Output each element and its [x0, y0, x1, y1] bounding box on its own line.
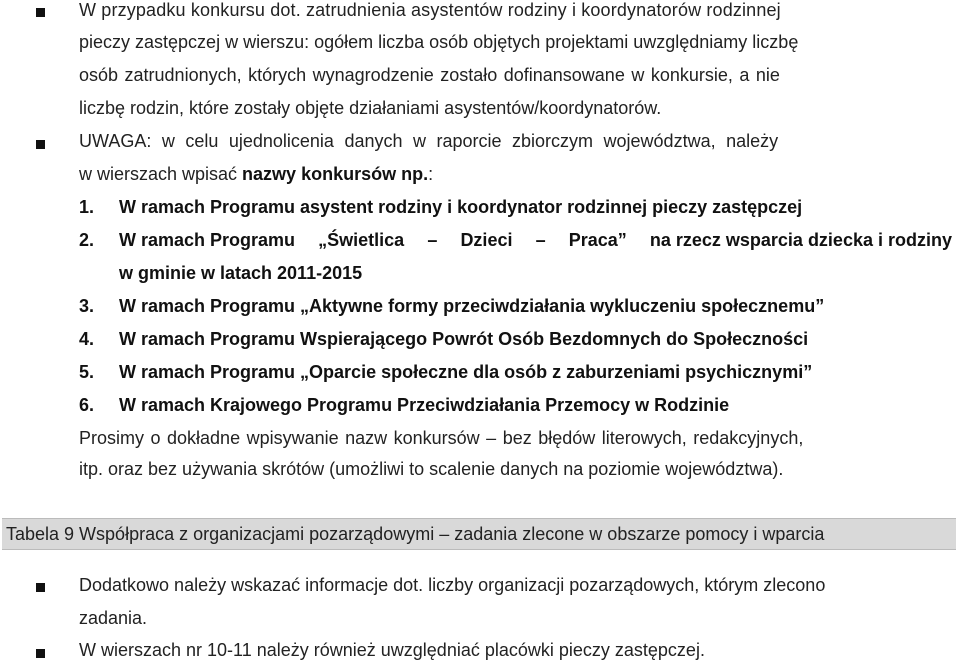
- uwaga-colon: :: [428, 164, 434, 184]
- program-name: W ramach Programu Wspierającego Powrót Osób Bezdomnych do Społeczności: [119, 329, 809, 349]
- program-name: W ramach Programu „Oparcie społeczne dla osób z zaburzeniami psychicznymi”: [119, 362, 813, 382]
- bullet-marker: [36, 8, 45, 17]
- program-item: [79, 327, 808, 351]
- program-number: 4.: [79, 329, 95, 349]
- table-caption: [2, 518, 956, 550]
- paragraph-line: W przypadku konkursu dot. zatrudnienia asystentów rodziny i koordynatorów rodzinnej: [79, 0, 781, 20]
- program-name: W ramach Programu asystent rodziny i koordynator rodzinnej pieczy zastępczej: [119, 197, 803, 217]
- paragraph-line: osób zatrudnionych, których wynagrodzenie zostało dofinansowane w konkursie, a nie: [79, 65, 780, 85]
- program-number: 5.: [79, 362, 95, 382]
- request-line: itp. oraz bez używania skrótów (umożliwi to scalenie danych na poziomie województwa).: [79, 459, 784, 479]
- bullet-marker: [36, 649, 45, 658]
- program-name: [119, 228, 952, 252]
- program-name: W ramach Programu „Aktywne formy przeciwdziałania wykluczeniu społecznemu”: [119, 296, 825, 316]
- program-item: [79, 360, 812, 384]
- program-item: [79, 195, 802, 219]
- bullet-marker: [36, 583, 45, 592]
- program-word: Praca”: [568, 230, 627, 250]
- program-item: [79, 228, 952, 252]
- paragraph-line: W wierszach nr 10-11 należy również uwzględniać placówki pieczy zastępczej.: [79, 640, 705, 660]
- program-word: –: [535, 230, 546, 250]
- bullet-marker: [36, 140, 45, 149]
- uwaga-line: UWAGA: w celu ujednolicenia danych w raporcie zbiorczym województwa, należy: [79, 131, 779, 151]
- table-caption-text: Tabela 9 Współpraca z organizacjami pozarządowymi – zadania zlecone w obszarze pomocy i wparcia: [6, 524, 825, 544]
- paragraph-line: liczbę rodzin, które zostały objęte działaniami asystentów/koordynatorów.: [79, 98, 662, 118]
- request-line: Prosimy o dokładne wpisywanie nazw konkursów – bez błędów literowych, redakcyjnych,: [79, 428, 804, 448]
- program-item: [79, 294, 824, 318]
- program-word: na rzecz wsparcia dziecka i rodziny: [649, 230, 952, 250]
- program-item: [79, 393, 729, 417]
- program-word: „Świetlica: [318, 230, 405, 250]
- uwaga-line: [79, 162, 433, 186]
- program-number: 3.: [79, 296, 95, 316]
- paragraph-line: zadania.: [79, 608, 148, 628]
- program-item-continuation: w gminie w latach 2011-2015: [119, 263, 363, 283]
- paragraph-line: pieczy zastępczej w wierszu: ogółem liczba osób objętych projektami uwzględniamy liczbę: [79, 32, 799, 52]
- paragraph-line: Dodatkowo należy wskazać informacje dot. liczby organizacji pozarządowych, którym zlecono: [79, 575, 826, 595]
- program-number: 2.: [79, 230, 95, 250]
- uwaga-emphasis: nazwy konkursów np.: [242, 164, 429, 184]
- program-number: 6.: [79, 395, 95, 415]
- uwaga-text: w wierszach wpisać: [79, 164, 243, 184]
- program-word: W ramach Programu: [119, 230, 296, 250]
- program-word: –: [427, 230, 438, 250]
- program-number: 1.: [79, 197, 95, 217]
- program-name: W ramach Krajowego Programu Przeciwdziałania Przemocy w Rodzinie: [119, 395, 730, 415]
- program-word: Dzieci: [460, 230, 513, 250]
